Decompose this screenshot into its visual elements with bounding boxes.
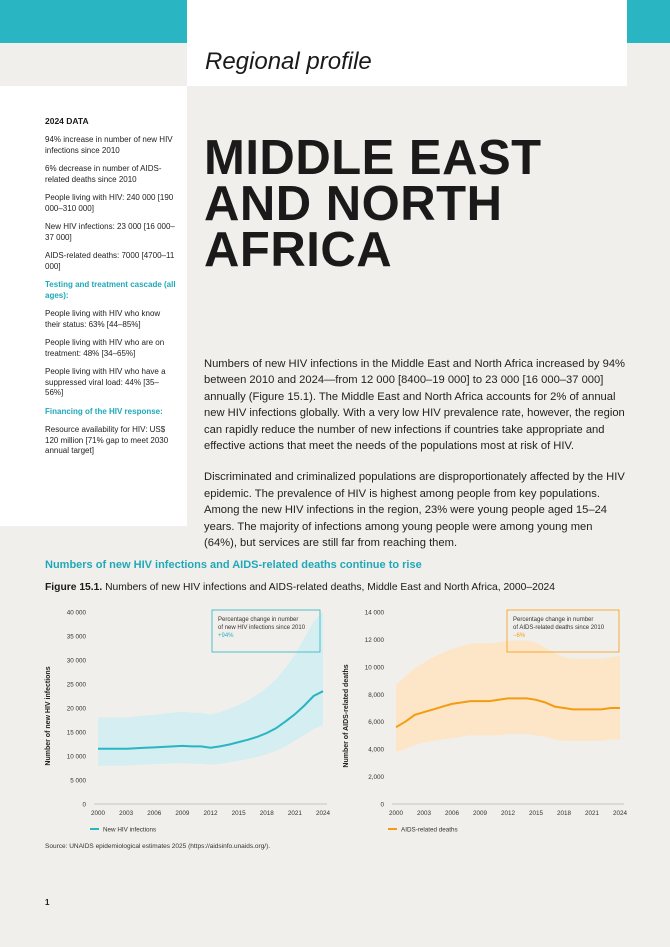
legend-label: New HIV infections (103, 826, 157, 834)
sidebar-stat: New HIV infections: 23 000 [16 000–37 000] (45, 222, 175, 242)
y-tick-label: 14 000 (364, 609, 384, 617)
y-tick-label: 0 (82, 801, 86, 809)
annotation-text: of new HIV infections since 2010 (218, 625, 306, 631)
y-tick-label: 35 000 (66, 633, 86, 641)
x-tick-label: 2024 (315, 810, 331, 817)
sidebar-stat: People living with HIV who know their status: 63% [44–85%] (45, 309, 161, 329)
page-number: 1 (45, 898, 50, 907)
x-tick-label: 2021 (287, 810, 302, 817)
figure-label: Figure 15.1. (45, 582, 103, 593)
sidebar-stat: Resource availability for HIV: US$ 120 million [71% gap to meet 2030 annual target] (45, 425, 169, 455)
region-title-line: AND NORTH (204, 177, 503, 231)
legend-label: AIDS-related deaths (401, 826, 458, 834)
annotation-value: +94% (218, 633, 234, 639)
sidebar-stat: People living with HIV who are on treatment: 48% [34–65%] (45, 338, 165, 358)
annotation-text: of AIDS-related deaths since 2010 (513, 625, 605, 631)
y-tick-label: 25 000 (66, 681, 86, 689)
x-tick-label: 2003 (119, 810, 134, 817)
y-tick-label: 8,000 (368, 691, 384, 699)
annotation-text: Percentage change in number (513, 617, 594, 623)
x-tick-label: 2003 (416, 810, 432, 817)
x-tick-label: 2009 (472, 810, 488, 817)
y-tick-label: 20 000 (66, 705, 86, 713)
x-tick-label: 2012 (203, 810, 218, 817)
y-tick-label: 5 000 (70, 777, 86, 785)
x-tick-label: 2015 (231, 810, 246, 817)
sidebar-subheading-testing: Testing and treatment cascade (all ages): (45, 280, 176, 300)
y-axis-title: Number of AIDS-related deaths (343, 664, 350, 768)
body-paragraph: Discriminated and criminalized populations are disproportionately affected by the HIV epidemic. The prevalence of HIV is highest among people from key populations. Among the new HIV infections in the region, 23% were young people aged 15–24 years. The majority of infections among young people were among young men (64%), but services are still far from reaching them. (204, 471, 625, 550)
x-tick-label: 2000 (388, 810, 404, 817)
annotation-text: Percentage change in number (218, 617, 299, 623)
x-tick-label: 2006 (147, 810, 162, 817)
y-tick-label: 6,000 (368, 719, 384, 727)
x-tick-label: 2000 (90, 810, 106, 817)
body-paragraph: Numbers of new HIV infections in the Middle East and North Africa increased by 94% between 2010 and 2024—from 12 000 [8400–19 000] to 23 000 [16 000–37 000] annually (Figure 15.1). The Middle East and North Africa accounts for 2% of annual new HIV infections globally. With a very low HIV prevalence rate, however, the region can rapidly reduce the number of new infections if countries take appropriate and effective actions that meet the needs of the populations most at risk of HIV. (204, 358, 625, 453)
region-title-line: AFRICA (204, 223, 393, 277)
y-axis-title: Number of new HIV infections (45, 666, 52, 766)
x-tick-label: 2009 (175, 810, 190, 817)
figure-caption (45, 582, 555, 593)
data-sidebar (0, 86, 187, 526)
y-tick-label: 15 000 (66, 729, 86, 737)
figure-charts (0, 600, 670, 840)
uncertainty-band (98, 612, 323, 766)
region-title (204, 131, 542, 277)
x-tick-label: 2024 (612, 810, 628, 817)
y-tick-label: 12 000 (364, 636, 384, 644)
y-tick-label: 0 (380, 801, 384, 809)
page-header-title: Regional profile (205, 48, 372, 75)
sidebar-stat: People living with HIV who have a suppressed viral load: 44% [35–56%] (45, 367, 166, 397)
x-tick-label: 2018 (259, 810, 274, 817)
top-accent-band (0, 0, 187, 43)
sidebar-stat: 6% decrease in number of AIDS-related deaths since 2010 (45, 164, 162, 184)
y-tick-label: 4,000 (368, 746, 384, 754)
annotation-value: −6% (513, 633, 526, 639)
x-tick-label: 2018 (556, 810, 572, 817)
y-tick-label: 2,000 (368, 774, 384, 782)
x-tick-label: 2012 (500, 810, 516, 817)
x-tick-label: 2021 (584, 810, 600, 817)
y-tick-label: 10 000 (66, 753, 86, 761)
sidebar-stat: AIDS-related deaths: 7000 [4700–11 000] (45, 251, 175, 271)
y-tick-label: 30 000 (66, 657, 86, 665)
figure-source: Source: UNAIDS epidemiological estimates 2025 (https://aidsinfo.unaids.org/). (45, 843, 271, 850)
y-tick-label: 10 000 (364, 664, 384, 672)
x-tick-label: 2006 (444, 810, 460, 817)
uncertainty-band (396, 641, 620, 752)
region-title-line: MIDDLE EAST (204, 131, 542, 185)
y-tick-label: 40 000 (66, 609, 86, 617)
sidebar-stat: 94% increase in number of new HIV infections since 2010 (45, 135, 173, 155)
figure-section-title: Numbers of new HIV infections and AIDS-related deaths continue to rise (45, 559, 422, 571)
top-accent-tab (627, 0, 670, 43)
sidebar-subheading-financing: Financing of the HIV response: (45, 406, 163, 416)
sidebar-heading: 2024 DATA (45, 116, 89, 126)
body-text (204, 356, 628, 566)
x-tick-label: 2015 (528, 810, 544, 817)
sidebar-stat: People living with HIV: 240 000 [190 000–310 000] (45, 193, 174, 213)
figure-caption-text: Numbers of new HIV infections and AIDS-related deaths, Middle East and North Africa, 2000–2024 (105, 582, 555, 593)
